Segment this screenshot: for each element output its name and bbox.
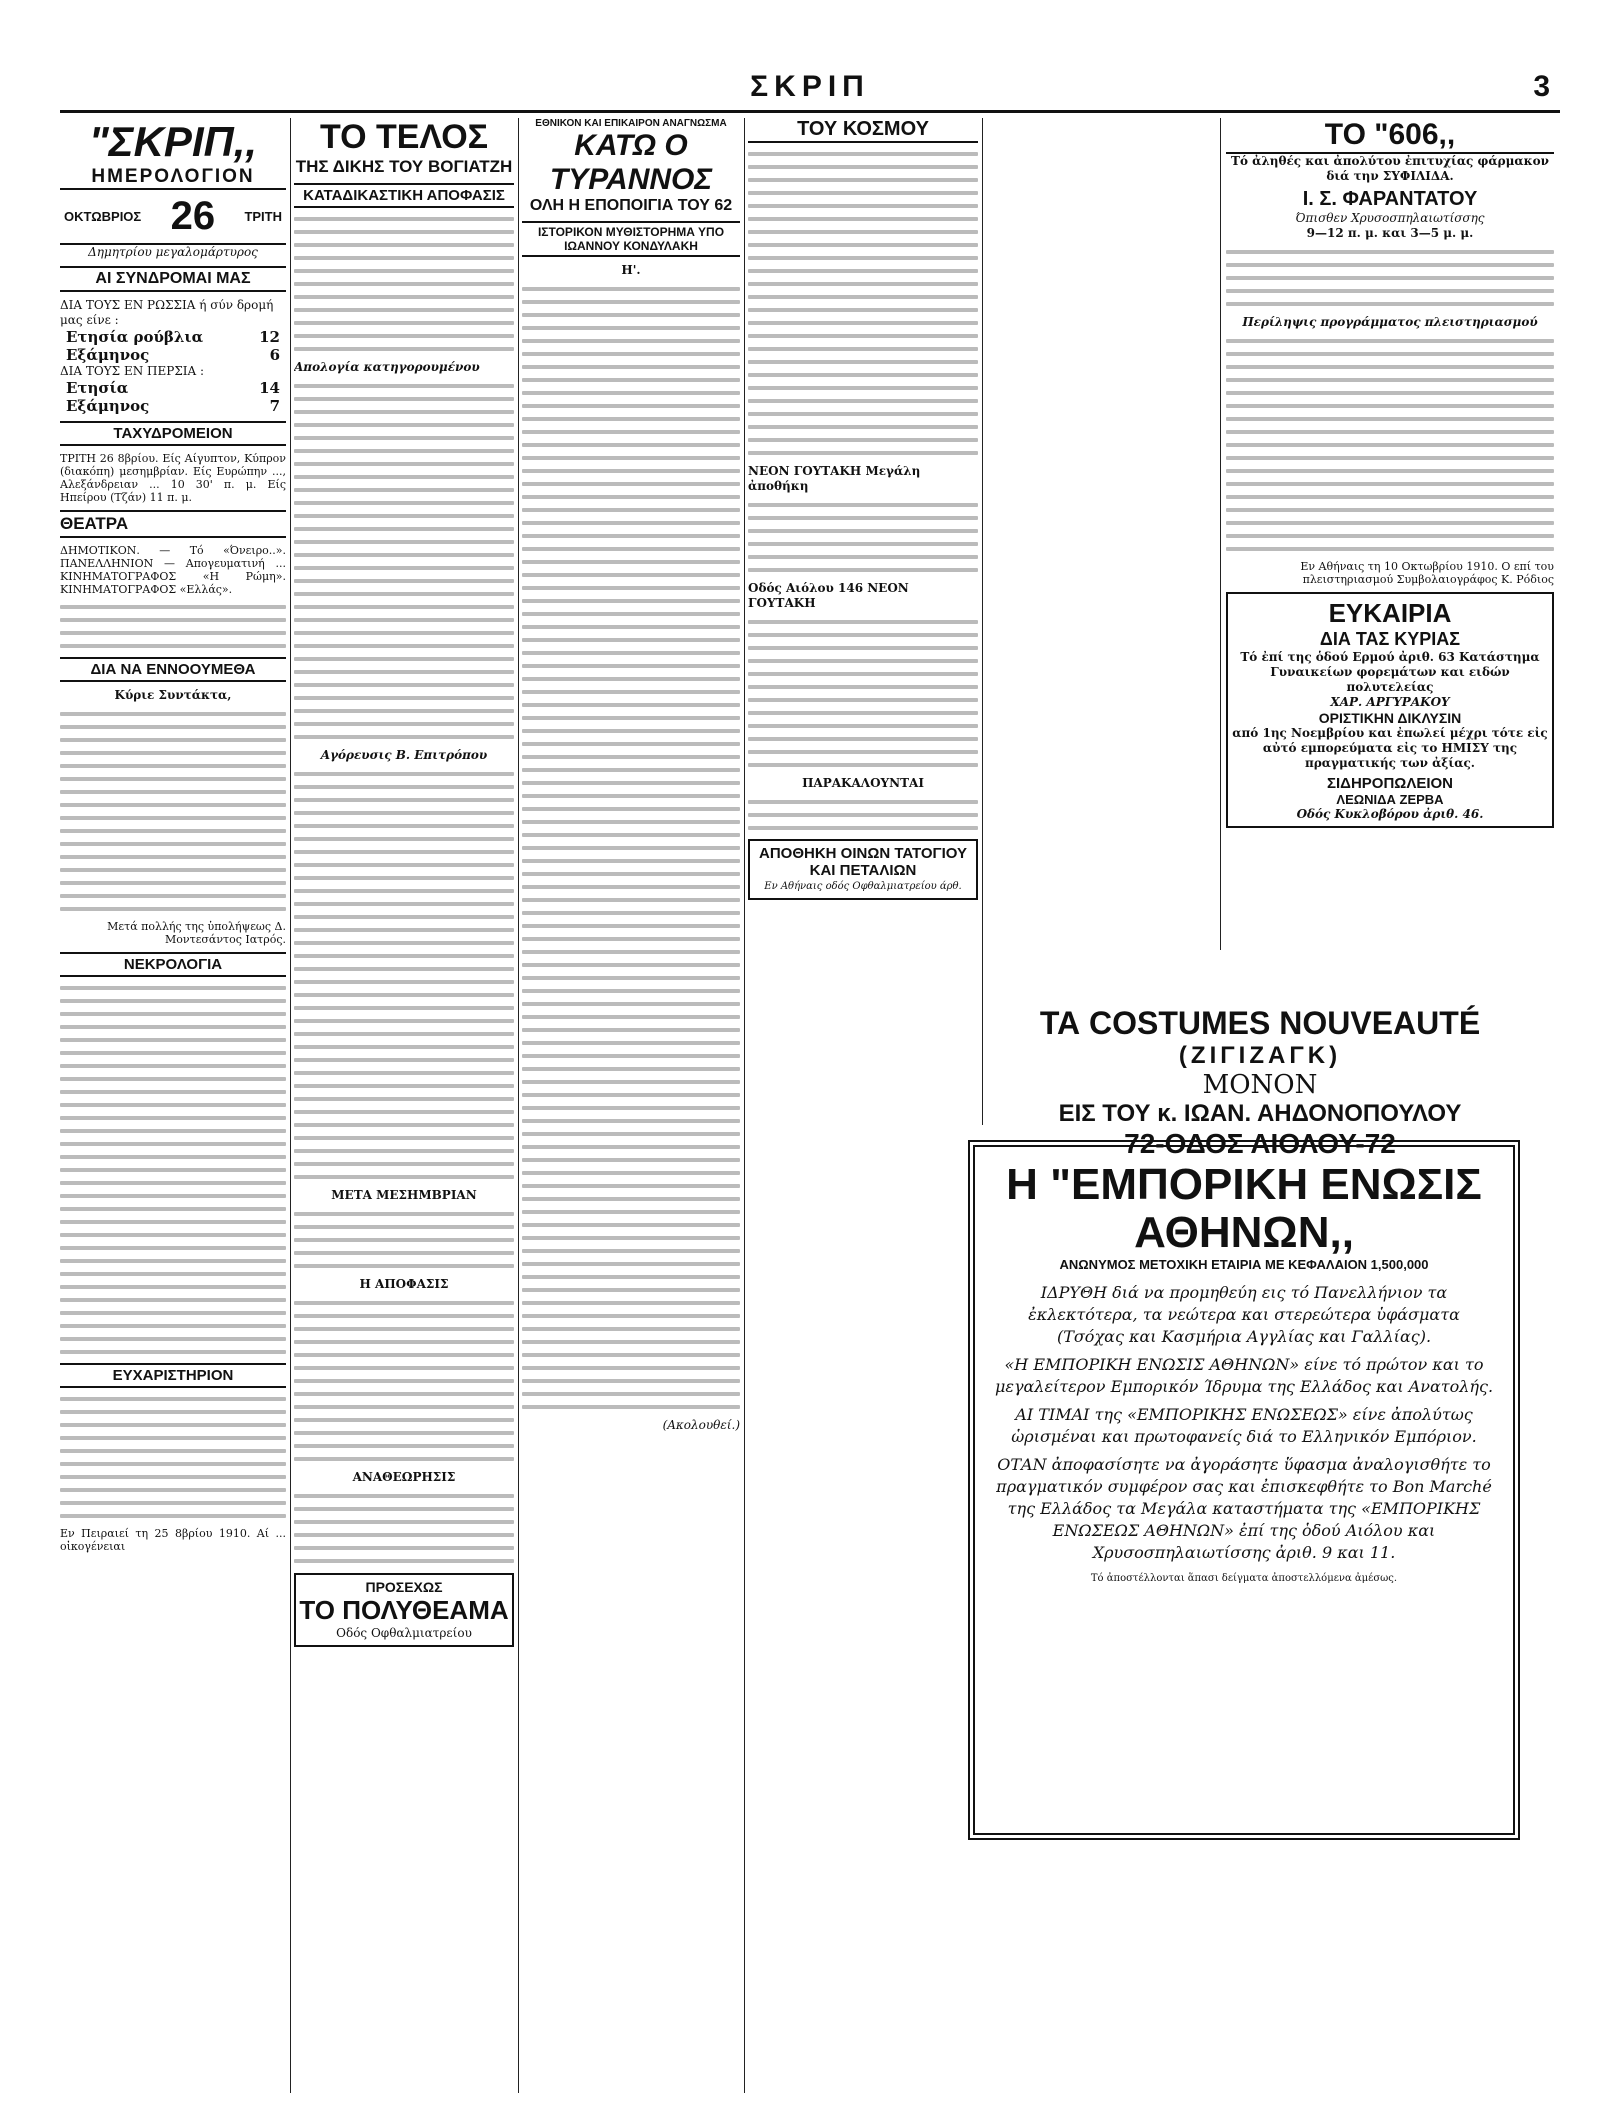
theatre-heading: ΘΕΑΤΡΑ — [60, 510, 286, 538]
article-body — [60, 712, 286, 911]
costumes-line2: (ΖΙΓΙΖΑΓΚ) — [1178, 1042, 1342, 1069]
novel-title: ΚΑΤΩ Ο ΤΥΡΑΝΝΟΣ — [549, 129, 713, 196]
article-body — [294, 1301, 514, 1461]
post-heading: ΤΑΧΥΔΡΟΜΕΙΟΝ — [60, 421, 286, 446]
subhead: ΜΕΤΑ ΜΕΣΗΜΒΡΙΑΝ — [331, 1188, 477, 1202]
rate-value: 7 — [269, 397, 280, 415]
understand-heading: ΔΙΑ ΝΑ ΕΝΝΟΟΥΜΕΘΑ — [60, 657, 286, 682]
thanks-heading: ΕΥΧΑΡΙΣΤΗΡΙΟΝ — [60, 1363, 286, 1388]
column-rule — [1220, 118, 1221, 950]
ad-line: ΝΕΟΝ ΓΟΥΤΑΚΗ Μεγάλη ἀποθήκη — [748, 464, 921, 493]
rate-value: 14 — [259, 379, 280, 397]
article-body — [294, 217, 514, 351]
day-number: 26 — [170, 194, 216, 238]
article-body — [748, 800, 978, 830]
ad-paragraph: ΟΤΑΝ ἀποφασίσητε να ἀγοράσητε ὕφασμα ἀναλογισθήτε το πραγματικόν συμφέρον σας και ἐπισκεφθήτε το Bon Marché της Ελλάδος τα Μεγάλα καταστήματα της «ΕΜΠΟΡΙΚΗΣ ΕΝΩΣΕΩΣ ΑΘΗΝΩΝ» ἐπί της ὁδού Αιόλου και Χρυσοσπηλαιωτίσσης ἀριθ. 9 και 11. — [996, 1455, 1492, 1562]
rate-label: Εξάμηνος — [66, 346, 150, 364]
opportunity-text: από 1ης Νοεμβρίου και ἐπωλεί μέχρι τότε εἰς αὐτό εμπορεύματα εἰς το ΗΜΙΣΥ της πραγματικής των ἀξίας. — [1232, 726, 1548, 770]
masthead — [60, 70, 1560, 113]
costumes-line1: ΤΑ COSTUMES NOUVEAUTÉ — [1039, 1005, 1481, 1041]
obituary-heading: ΝΕΚΡΟΛΟΓΙΑ — [60, 952, 286, 977]
weekday: ΤΡΙΤΗ — [244, 209, 282, 224]
rate-row — [60, 397, 286, 415]
ad-kicker: ΠΡΟΣΕΧΩΣ — [365, 1579, 443, 1595]
rate-label: Ετησία ρούβλια — [66, 328, 204, 346]
column-novel — [522, 118, 740, 2088]
subhead: Η ΑΠΟΦΑΣΙΣ — [359, 1277, 449, 1291]
ad-title: Η "ΕΜΠΟΡΙΚΗ ΕΝΩΣΙΣ ΑΘΗΝΩΝ,, — [1006, 1160, 1482, 1257]
article-body — [294, 384, 514, 739]
notice-heading: Περίληψις προγράμματος πλειστηριασμού — [1242, 315, 1538, 329]
society-title: ΤΟΥ ΚΟΣΜΟΥ — [748, 118, 978, 143]
chapter-label: Η'. — [621, 263, 641, 277]
novel-subtitle: ΟΛΗ Η ΕΠΟΠΟΙΓΙΑ ΤΟΥ 62 — [529, 197, 733, 214]
opportunity-subtitle: ΔΙΑ ΤΑΣ ΚΥΡΙΑΣ — [1319, 629, 1461, 649]
theatre-text: ΔΗΜΟΤΙΚΟΝ. — Τό «Όνειρο..». ΠΑΝΕΛΛΗΝΙΟΝ — Απογευματινή ... ΚΙΝΗΜΑΤΟΓΡΑΦΟΣ «Η Ρώμη». ΚΙΝΗΜΑΤΟΓΡΑΦΟΣ «Ελλάς». — [60, 544, 286, 596]
ad-subtitle: ΑΝΩΝΥΜΟΣ ΜΕΤΟΧΙΚΗ ΕΤΑΙΡΙΑ ΜΕ ΚΕΦΑΛΑΙΟΝ 1,500,000 — [1059, 1257, 1429, 1272]
article-subtitle: ΤΗΣ ΔΙΚΗΣ ΤΟΥ ΒΟΓΙΑΤΖΗ — [295, 157, 513, 176]
column-society — [748, 118, 978, 1168]
opportunity-text: Τό ἐπί της ὁδού Ερμού ἀριθ. 63 Κατάστημα Γυναικείων φορεμάτων και ειδών πολυτελείας — [1240, 650, 1540, 694]
iron-title: ΣΙΔΗΡΟΠΩΛΕΙΟΝ — [1327, 775, 1453, 792]
opportunity-owner: ΧΑΡ. ΑΡΓΥΡΑΚΟΥ — [1330, 695, 1450, 709]
subhead: Απολογία κατηγορουμένου — [294, 360, 480, 374]
calendar-subtitle: ΗΜΕΡΟΛΟΓΙΟΝ — [60, 166, 286, 190]
article-body — [60, 605, 286, 648]
column-rule — [744, 118, 745, 2093]
notice-signature: Εν Αθήναις τη 10 Οκτωβρίου 1910. Ο επί του πλειστηριασμού Συμβολαιογράφος Κ. Ρόδιος — [1300, 560, 1554, 586]
doctor-address: Όπισθεν Χρυσοσπηλαιωτίσσης — [1295, 211, 1485, 225]
commercial-union-ad — [968, 1140, 1520, 1840]
article-body — [748, 503, 978, 572]
costumes-line4: ΕΙΣ ΤΟΥ κ. ΙΩΑΝ. ΑΗΔΟΝΟΠΟΥΛΟΥ — [1058, 1100, 1462, 1127]
understand-signature: Μετά πολλής της ὑπολήψεως Δ. Μοντεσάντος Ιατρός. — [107, 920, 286, 946]
newspaper-title: ΣΚΡΙΠ — [750, 70, 870, 103]
rate-row — [60, 328, 286, 346]
article-body — [294, 772, 514, 1179]
column-calendar — [60, 118, 286, 2088]
iron-address: Οδός Κυκλοβόρου ἀριθ. 46. — [1296, 807, 1484, 821]
costumes-line3: ΜΟΝΟΝ — [1202, 1070, 1318, 1100]
rate-label: Εξάμηνος — [66, 397, 150, 415]
costumes-ad — [1000, 1005, 1520, 1160]
understand-salutation: Κύριε Συντάκτα, — [114, 688, 232, 702]
ad-line: ΠΑΡΑΚΑΛΟΥΝΤΑΙ — [802, 776, 924, 790]
ad-line: Οδός Αιόλου 146 ΝΕΟΝ ΓΟΥΤΑΚΗ — [748, 581, 909, 610]
article-body — [1226, 250, 1554, 306]
ad-606-text: Τό ἀληθές και ἀπολύτου ἐπιτυχίας φάρμακον διά την ΣΥΦΙΛΙΔΑ. — [1231, 154, 1549, 183]
rate-row — [60, 379, 286, 397]
doctor-hours: 9—12 π. μ. και 3—5 μ. μ. — [1306, 226, 1474, 240]
article-body — [748, 152, 978, 455]
column-ads — [1226, 118, 1554, 998]
column-trial — [294, 118, 514, 2088]
ad-606-title: ΤΟ "606,, — [1226, 118, 1554, 154]
ad-address: Οδός Οφθαλμιατρείου — [336, 1626, 472, 1640]
store-address: Εν Αθήναις οδός Οφθαλμιατρείου άρθ. — [764, 881, 962, 892]
article-body — [748, 620, 978, 767]
calendar-logo: "ΣΚΡΙΠ,, — [88, 118, 258, 165]
article-body — [522, 287, 740, 1409]
opportunity-ad — [1226, 592, 1554, 828]
ad-note: Τό ἀποστέλλονται ἅπασι δείγματα ἀποστελλόμενα ἀμέσως. — [1090, 1573, 1398, 1584]
to-be-continued: (Ακολουθεί.) — [662, 1418, 740, 1432]
doctor-name: Ι. Σ. ΦΑΡΑΝΤΑΤΟΥ — [1302, 188, 1478, 210]
article-body — [294, 1212, 514, 1268]
rate-value: 12 — [259, 328, 280, 346]
article-body — [294, 1494, 514, 1563]
rate-value: 6 — [269, 346, 280, 364]
wine-store-ad — [748, 839, 978, 900]
article-section: ΚΑΤΑΔΙΚΑΣΤΙΚΗ ΑΠΟΦΑΣΙΣ — [294, 183, 514, 208]
subhead: Αγόρευσις Β. Επιτρόπου — [320, 748, 488, 762]
opportunity-title: ΕΥΚΑΙΡΙΑ — [1328, 598, 1452, 628]
post-text: ΤΡΙΤΗ 26 8βρίου. Είς Αίγυπτον, Κύπρον (διακόπη) μεσημβρίαν. Είς Ευρώπην ..., Αλεξάνδρειαν ... 10 30' π. μ. Είς Ηπείρου (Τζάν) 11 π. μ. — [60, 452, 286, 504]
article-body — [60, 1397, 286, 1518]
column-rule — [982, 118, 983, 1125]
month: ΟΚΤΩΒΡΙΟΣ — [64, 209, 142, 224]
novel-kicker: ΕΘΝΙΚΟΝ ΚΑΙ ΕΠΙΚΑΙΡΟΝ ΑΝΑΓΝΩΣΜΑ — [535, 118, 727, 129]
theatre-ad — [294, 1573, 514, 1647]
ad-paragraph: «Η ΕΜΠΟΡΙΚΗ ΕΝΩΣΙΣ ΑΘΗΝΩΝ» είνε τό πρώτον και το μεγαλείτερον Εμπορικόν Ίδρυμα της Ελλάδος και Ανατολής. — [994, 1355, 1494, 1396]
column-rule — [518, 118, 519, 2093]
novel-section: ΙΣΤΟΡΙΚΟΝ ΜΥΘΙΣΤΟΡΗΜΑ ΥΠΟ ΙΩΑΝΝΟΥ ΚΟΝΔΥΛΑΚΗ — [522, 221, 740, 257]
date-line — [60, 190, 286, 245]
rate-label: Ετησία — [66, 379, 129, 397]
article-title: ΤΟ ΤΕΛΟΣ — [319, 118, 489, 156]
article-body — [60, 986, 286, 1354]
subscriptions-heading: ΑΙ ΣΥΝΔΡΟΜΑΙ ΜΑΣ — [60, 266, 286, 292]
column-rule — [290, 118, 291, 2093]
iron-owner: ΛΕΩΝΙΔΑ ΖΕΡΒΑ — [1336, 792, 1444, 807]
subscriptions-russia: ΔΙΑ ΤΟΥΣ ΕΝ ΡΩΣΣΙΑ ή σύν δρομή μας είνε : — [60, 298, 274, 327]
subhead: ΑΝΑΘΕΩΡΗΣΙΣ — [352, 1470, 456, 1484]
page-number: 3 — [1533, 70, 1550, 103]
ad-paragraph: ΙΔΡΥΘΗ διά να προμηθεύη εις τό Πανελλήνιον τα ἐκλεκτότερα, τα νεώτερα και στερεώτερα ὑφάσματα (Τσόχας και Κασμήρια Αγγλίας και Γαλλίας). — [1028, 1283, 1460, 1346]
store-title: ΑΠΟΘΗΚΗ ΟΙΝΩΝ ΤΑΤΟΓΙΟΥ ΚΑΙ ΠΕΤΑΛΙΩΝ — [759, 845, 967, 879]
article-body — [1226, 339, 1554, 551]
saint-of-day: Δημητρίου μεγαλομάρτυρος — [88, 245, 258, 259]
thanks-signature: Εν Πειραιεί τη 25 8βρίου 1910. Αί ... οἰκογένειαι — [60, 1527, 286, 1553]
subscriptions-persia: ΔΙΑ ΤΟΥΣ ΕΝ ΠΕΡΣΙΑ : — [60, 364, 205, 378]
rate-row — [60, 346, 286, 364]
ad-title: ΤΟ ΠΟΛΥΘΕΑΜΑ — [299, 1595, 509, 1625]
costumes-line5: 72-ΟΔΟΣ ΑΙΟΛΟΥ-72 — [1124, 1128, 1396, 1159]
ad-paragraph: ΑΙ ΤΙΜΑΙ της «ΕΜΠΟΡΙΚΗΣ ΕΝΩΣΕΩΣ» είνε ἀπολύτως ὡρισμέναι και πρωτοφανείς διά το Ελληνικόν Εμπόριον. — [1011, 1405, 1477, 1446]
opportunity-clearance: ΟΡΙΣΤΙΚΗΝ ΔΙΚΛΥΣΙΝ — [1318, 710, 1462, 726]
